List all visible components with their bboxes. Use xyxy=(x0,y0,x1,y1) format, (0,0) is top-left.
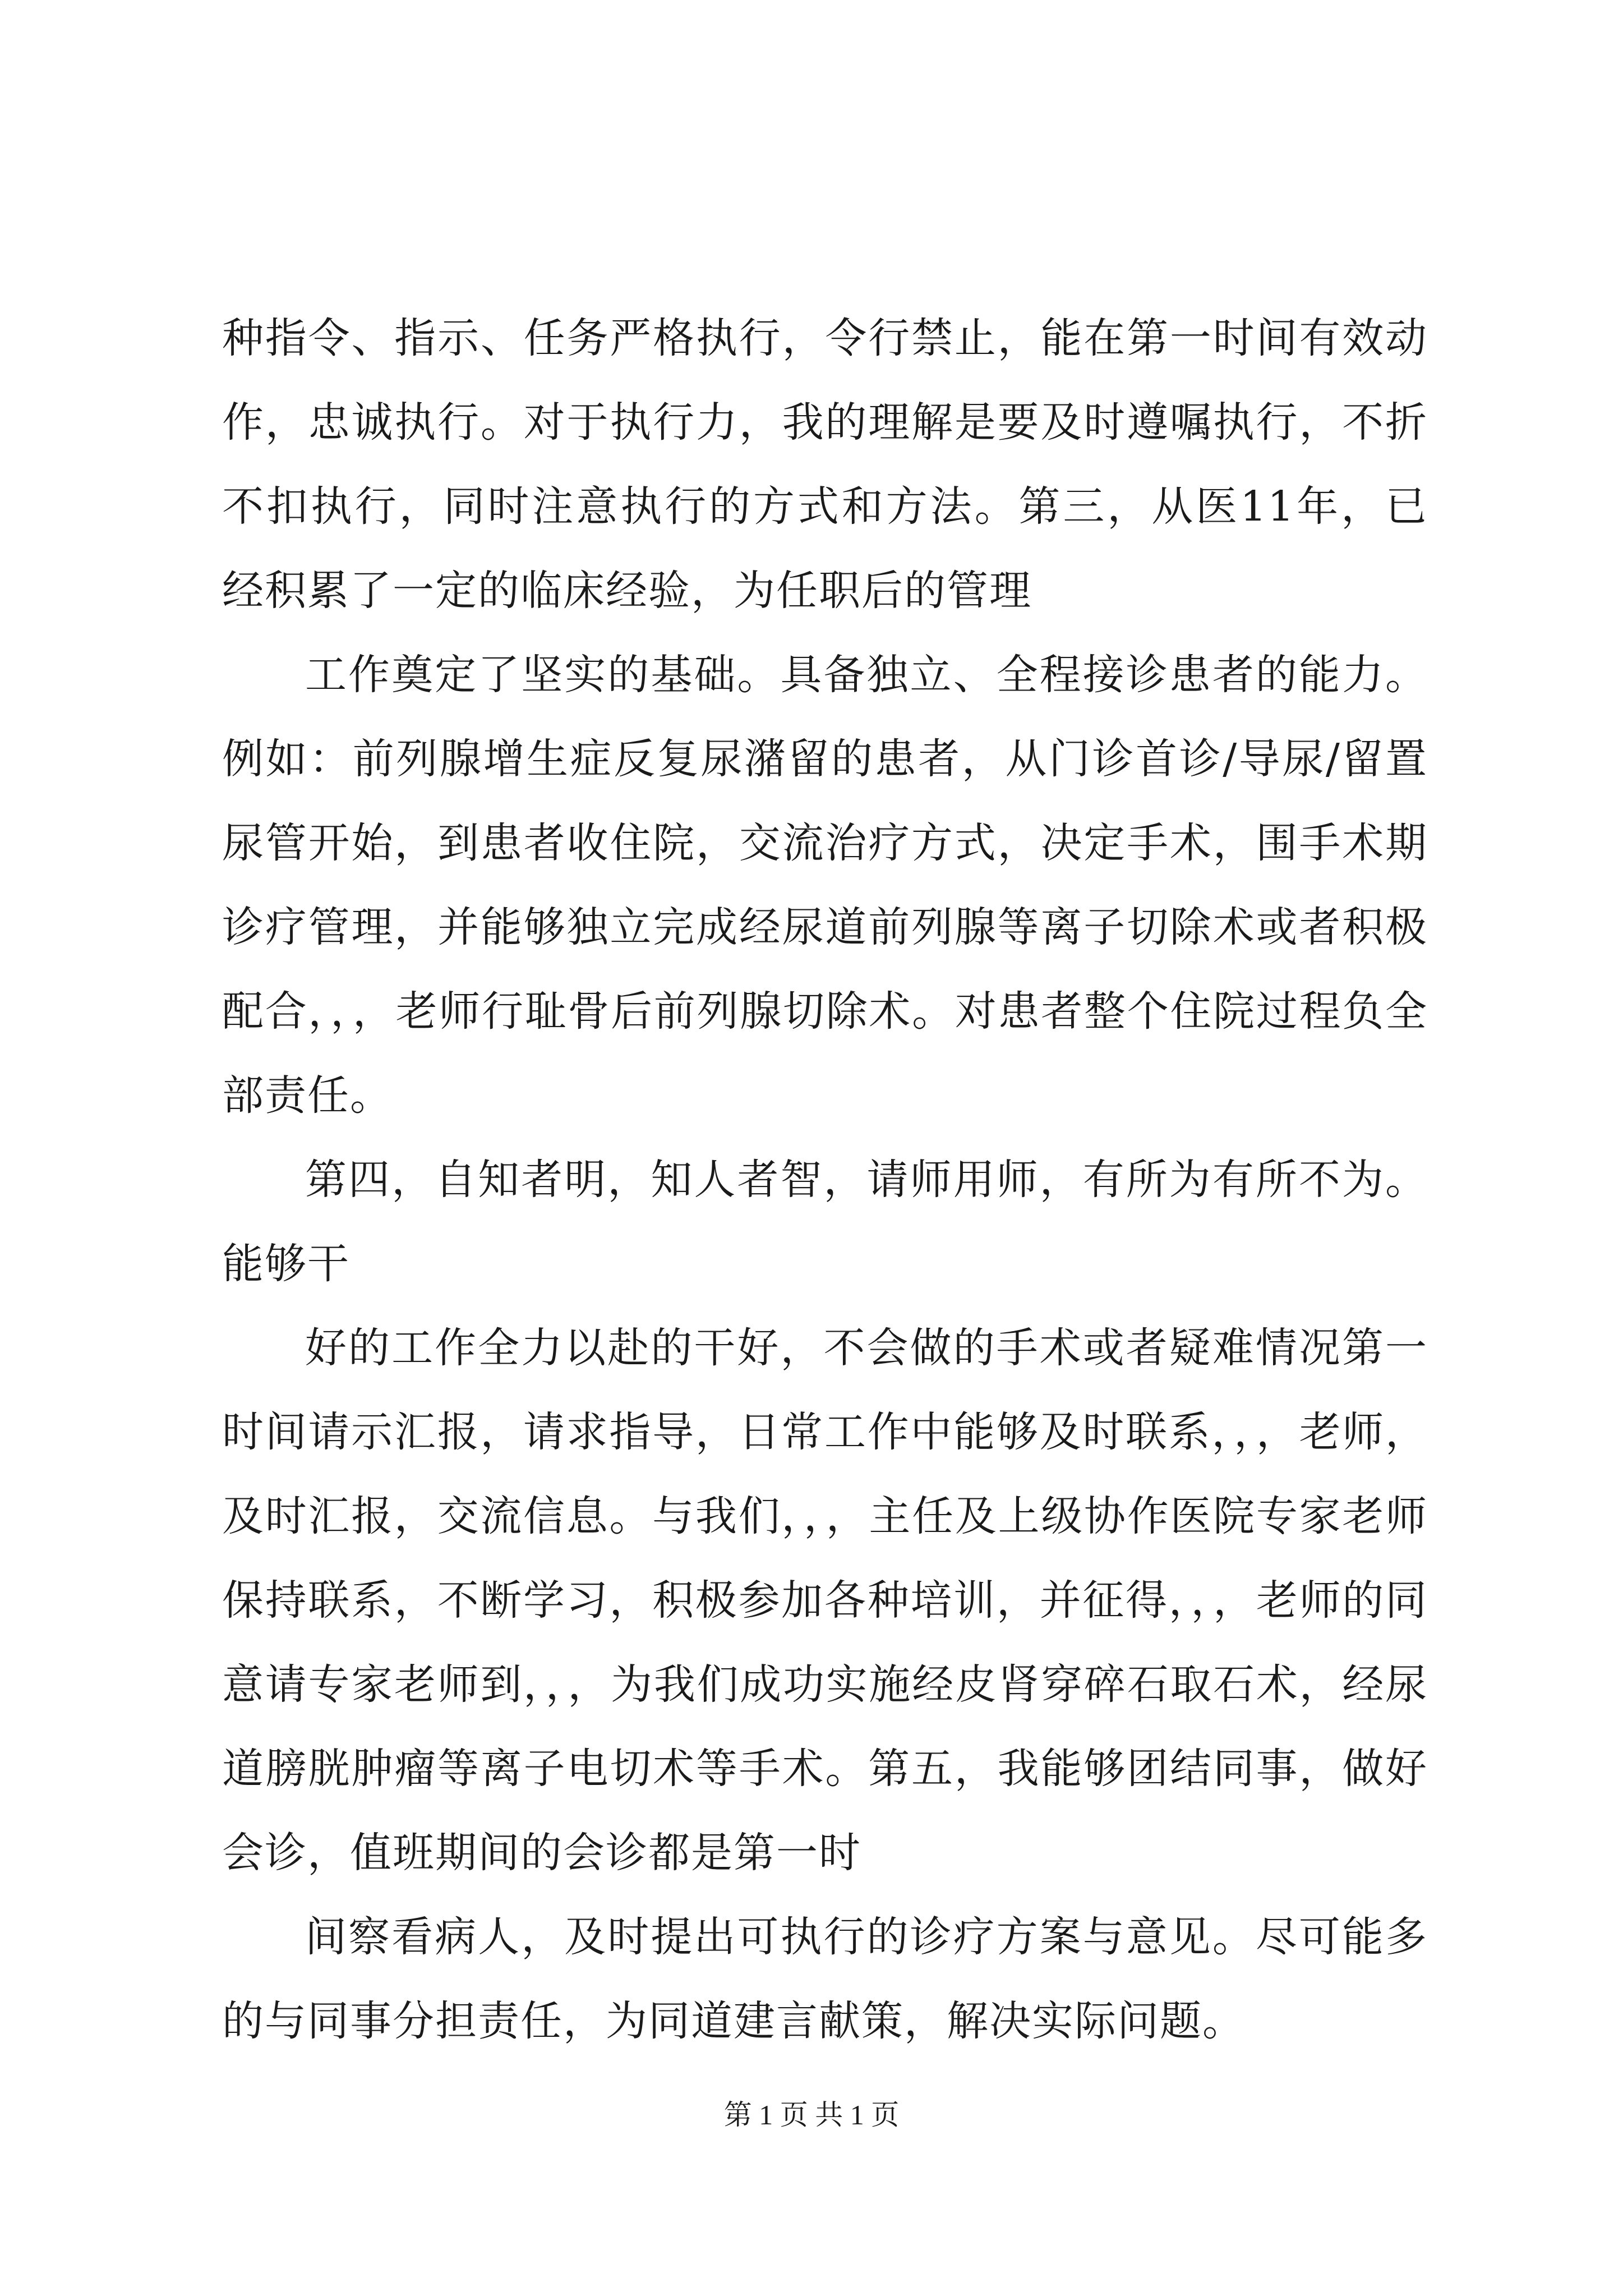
paragraph: 工作奠定了坚实的基础。具备独立、全程接诊患者的能力。例如：前列腺增生症反复尿潴留的患者，从门诊首诊/导尿/留置尿管开始，到患者收住院，交流治疗方式，决定手术，围手术期诊疗管理，并能够独立完成经尿道前列腺等离子切除术或者积极配合，，，老师行耻骨后前列腺切除术。对患者整个住院过程负全部责任。 xyxy=(222,651,1428,1120)
paragraph: 第四，自知者明，知人者智，请师用师，有所为有所不为。能够干 xyxy=(222,1156,1428,1288)
paragraph: 间察看病人，及时提出可执行的诊疗方案与意见。尽可能多的与同事分担责任，为同道建言献策，解决实际问题。 xyxy=(222,1913,1428,2045)
document-body xyxy=(222,296,1428,2063)
paragraph: 好的工作全力以赴的干好，不会做的手术或者疑难情况第一时间请示汇报，请求指导，日常工作中能够及时联系，，，老师，及时汇报，交流信息。与我们，，，主任及上级协作医院专家老师保持联系，不断学习，积极参加各种培训，并征得，，，老师的同意请专家老师到，，，为我们成功实施经皮肾穿碎石取石术，经尿道膀胱肿瘤等离子电切术等手术。第五，我能够团结同事，做好会诊，值班期间的会诊都是第一时 xyxy=(222,1324,1428,1877)
page-footer: 第 1 页 共 1 页 xyxy=(723,2099,900,2131)
paragraph-continued: 种指令、指示、任务严格执行，令行禁止，能在第一时间有效动作，忠诚执行。对于执行力，我的理解是要及时遵嘱执行，不折不扣执行，同时注意执行的方式和方法。第三，从医11年，已经积累了一定的临床经验，为任职后的管理 xyxy=(222,314,1428,615)
